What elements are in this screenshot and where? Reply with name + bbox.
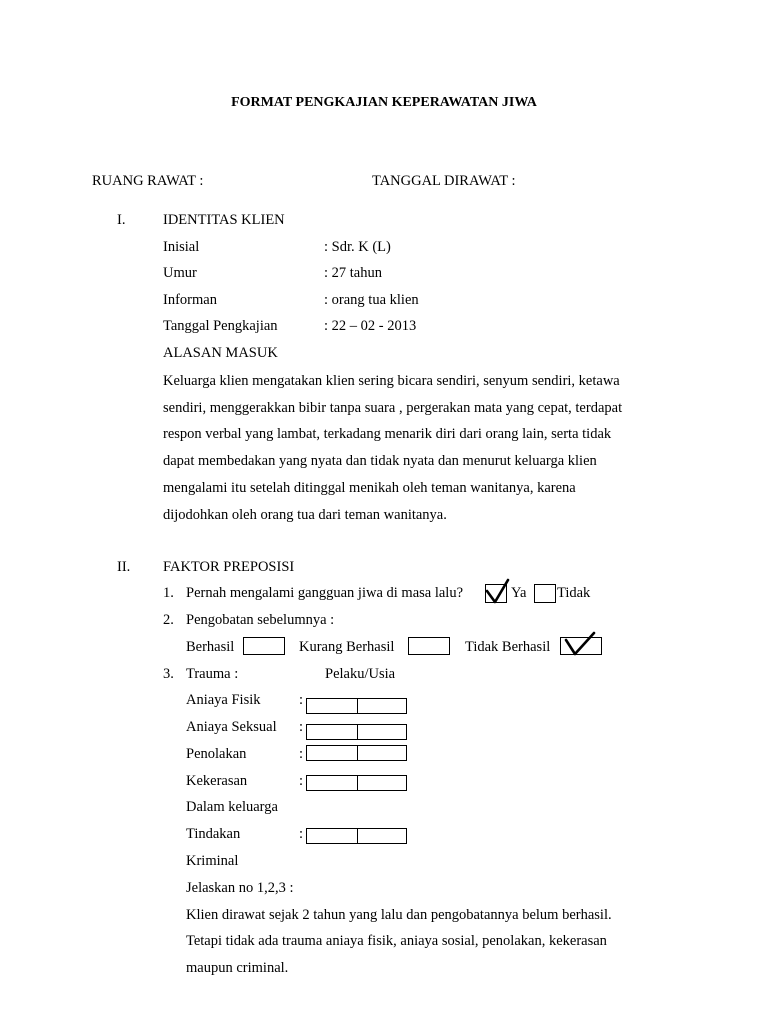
section-1-number: I. bbox=[117, 212, 126, 228]
checkbox-tidak[interactable] bbox=[534, 584, 556, 603]
option-tidak-berhasil-label: Tidak Berhasil bbox=[465, 639, 551, 655]
trauma-colon: : bbox=[299, 692, 304, 708]
document-title: FORMAT PENGKAJIAN KEPERAWATAN JIWA bbox=[231, 95, 537, 110]
identity-value: : 22 – 02 - 2013 bbox=[324, 318, 417, 334]
ruang-rawat-label: RUANG RAWAT : bbox=[92, 173, 204, 189]
identity-label: Inisial bbox=[163, 239, 200, 255]
trauma-input-aniaya-seksual[interactable] bbox=[306, 724, 407, 740]
identity-label: Umur bbox=[163, 265, 197, 281]
checkmark-icon bbox=[482, 578, 512, 606]
identity-label: Informan bbox=[163, 292, 217, 308]
trauma-input-tindakan-kriminal[interactable] bbox=[306, 828, 407, 844]
option-kurang-berhasil-label: Kurang Berhasil bbox=[299, 639, 395, 655]
trauma-label: Aniaya Fisik bbox=[186, 692, 261, 708]
paragraph-line: sendiri, menggerakkan bibir tanpa suara , pergerakan mata yang cepat, terdapat bbox=[163, 400, 623, 416]
trauma-label: Tindakan bbox=[186, 826, 241, 842]
checkbox-berhasil[interactable] bbox=[243, 637, 285, 655]
option-tidak-label: Tidak bbox=[557, 585, 591, 601]
question-number: 1. bbox=[163, 585, 174, 601]
trauma-colon: : bbox=[299, 773, 304, 789]
question-number: 2. bbox=[163, 612, 174, 628]
option-ya-label: Ya bbox=[511, 585, 527, 601]
jelaskan-label: Jelaskan no 1,2,3 : bbox=[186, 880, 294, 896]
identity-label: Tanggal Pengkajian bbox=[163, 318, 278, 334]
paragraph-line: Tetapi tidak ada trauma aniaya fisik, aniaya sosial, penolakan, kekerasan bbox=[186, 933, 607, 949]
section-2-number: II. bbox=[117, 559, 131, 575]
trauma-label-line2: Kriminal bbox=[186, 853, 239, 869]
trauma-colon: : bbox=[299, 746, 304, 762]
trauma-label: Aniaya Seksual bbox=[186, 719, 277, 735]
identity-value: : Sdr. K (L) bbox=[324, 239, 391, 255]
trauma-colon: : bbox=[299, 826, 304, 842]
section-2-heading: FAKTOR PREPOSISI bbox=[163, 559, 295, 575]
trauma-input-kekerasan[interactable] bbox=[306, 775, 407, 791]
checkbox-kurang-berhasil[interactable] bbox=[408, 637, 450, 655]
question-number: 3. bbox=[163, 666, 174, 682]
paragraph-line: maupun criminal. bbox=[186, 960, 289, 976]
identity-value: : orang tua klien bbox=[324, 292, 419, 308]
paragraph-line: Klien dirawat sejak 2 tahun yang lalu dan pengobatannya belum berhasil. bbox=[186, 907, 612, 923]
option-berhasil-label: Berhasil bbox=[186, 639, 235, 655]
alasan-masuk-heading: ALASAN MASUK bbox=[163, 345, 278, 361]
paragraph-line: Keluarga klien mengatakan klien sering bicara sendiri, senyum sendiri, ketawa bbox=[163, 373, 620, 389]
tanggal-dirawat-label: TANGGAL DIRAWAT : bbox=[372, 173, 516, 189]
pelaku-usia-header: Pelaku/Usia bbox=[325, 666, 396, 682]
trauma-label: Kekerasan bbox=[186, 773, 248, 789]
paragraph-line: respon verbal yang lambat, terkadang menarik diri dari orang lain, serta tidak bbox=[163, 426, 612, 442]
identity-value: : 27 tahun bbox=[324, 265, 382, 281]
question-3-text: Trauma : bbox=[186, 666, 239, 682]
trauma-label-line2: Dalam keluarga bbox=[186, 799, 278, 815]
trauma-input-penolakan[interactable] bbox=[306, 745, 407, 761]
checkmark-icon bbox=[562, 630, 598, 658]
question-2-text: Pengobatan sebelumnya : bbox=[186, 612, 335, 628]
section-1-heading: IDENTITAS KLIEN bbox=[163, 212, 285, 228]
question-1-text: Pernah mengalami gangguan jiwa di masa lalu? bbox=[186, 585, 464, 601]
paragraph-line: dapat membedakan yang nyata dan tidak nyata dan menurut keluarga klien bbox=[163, 453, 597, 469]
paragraph-line: dijodohkan oleh orang tua dari teman wanitanya. bbox=[163, 507, 447, 523]
trauma-input-aniaya-fisik[interactable] bbox=[306, 698, 407, 714]
trauma-label: Penolakan bbox=[186, 746, 247, 762]
paragraph-line: mengalami itu setelah ditinggal menikah oleh teman wanitanya, karena bbox=[163, 480, 576, 496]
trauma-colon: : bbox=[299, 719, 304, 735]
